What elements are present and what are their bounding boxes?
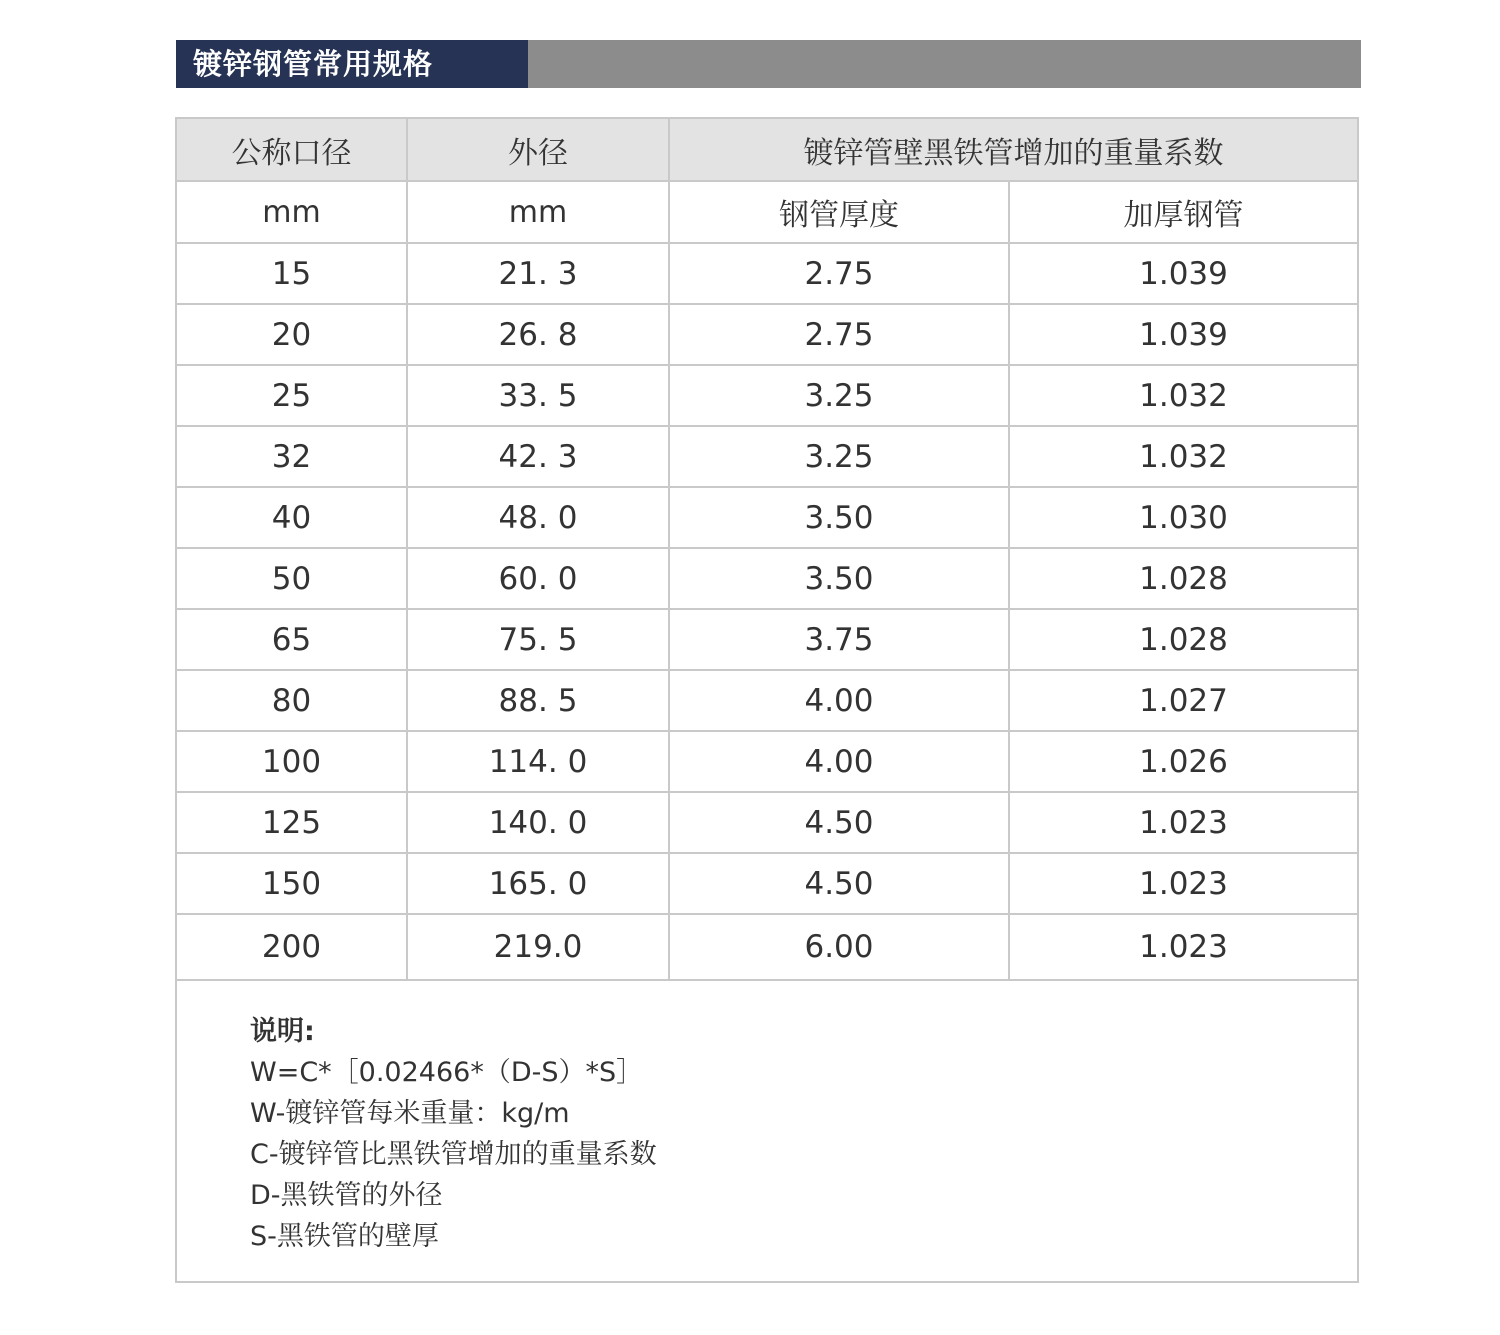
notes-heading: 说明:: [250, 1016, 315, 1047]
cell-outer: 42. 3: [407, 426, 669, 487]
unit-row: [177, 181, 1357, 243]
cell-outer: 140. 0: [407, 792, 669, 853]
cell-nominal: 40: [177, 487, 407, 548]
notes-formula: W=C*［0.02466*（D-S）*S］: [250, 1057, 644, 1088]
table-row: [177, 914, 1357, 980]
cell-outer: 114. 0: [407, 731, 669, 792]
table-row: [177, 853, 1357, 914]
cell-thickness: 4.50: [669, 853, 1009, 914]
cell-nominal: 200: [177, 914, 407, 980]
cell-coef: 1.032: [1009, 365, 1357, 426]
table-row: [177, 487, 1357, 548]
spec-table: [177, 119, 1357, 981]
table-row: [177, 548, 1357, 609]
cell-outer: 26. 8: [407, 304, 669, 365]
cell-outer: 219.0: [407, 914, 669, 980]
cell-outer: 48. 0: [407, 487, 669, 548]
table-row: [177, 365, 1357, 426]
table-row: [177, 670, 1357, 731]
notes-line-d: D-黑铁管的外径: [250, 1180, 443, 1211]
cell-coef: 1.028: [1009, 609, 1357, 670]
cell-thickness: 4.50: [669, 792, 1009, 853]
cell-outer: 75. 5: [407, 609, 669, 670]
spec-panel: [175, 117, 1359, 1283]
cell-coef: 1.039: [1009, 304, 1357, 365]
table-row: [177, 426, 1357, 487]
cell-outer: 165. 0: [407, 853, 669, 914]
cell-thickness: 2.75: [669, 243, 1009, 304]
cell-thickness: 3.50: [669, 487, 1009, 548]
cell-coef: 1.023: [1009, 792, 1357, 853]
cell-outer: 21. 3: [407, 243, 669, 304]
cell-thickness: 4.00: [669, 731, 1009, 792]
notes: [250, 1011, 657, 1257]
cell-coef: 1.028: [1009, 548, 1357, 609]
cell-coef: 1.023: [1009, 853, 1357, 914]
notes-line-s: S-黑铁管的壁厚: [250, 1221, 439, 1252]
table-row: [177, 792, 1357, 853]
table-row: [177, 609, 1357, 670]
cell-coef: 1.027: [1009, 670, 1357, 731]
cell-coef: 1.026: [1009, 731, 1357, 792]
cell-nominal: 65: [177, 609, 407, 670]
header-coef: 镀锌管壁黑铁管增加的重量系数: [669, 119, 1357, 181]
notes-line-c: C-镀锌管比黑铁管增加的重量系数: [250, 1139, 657, 1170]
cell-thickness: 3.75: [669, 609, 1009, 670]
cell-thickness: 4.00: [669, 670, 1009, 731]
cell-nominal: 100: [177, 731, 407, 792]
cell-coef: 1.039: [1009, 243, 1357, 304]
header-nominal: 公称口径: [177, 119, 407, 181]
cell-outer: 60. 0: [407, 548, 669, 609]
header-row: [177, 119, 1357, 181]
cell-thickness: 6.00: [669, 914, 1009, 980]
cell-coef: 1.023: [1009, 914, 1357, 980]
cell-outer: 33. 5: [407, 365, 669, 426]
unit-thick-pipe: 加厚钢管: [1009, 181, 1357, 243]
cell-nominal: 32: [177, 426, 407, 487]
unit-outer: mm: [407, 181, 669, 243]
cell-thickness: 3.50: [669, 548, 1009, 609]
cell-outer: 88. 5: [407, 670, 669, 731]
unit-nominal: mm: [177, 181, 407, 243]
unit-thickness: 钢管厚度: [669, 181, 1009, 243]
cell-nominal: 150: [177, 853, 407, 914]
cell-coef: 1.030: [1009, 487, 1357, 548]
cell-nominal: 20: [177, 304, 407, 365]
cell-thickness: 2.75: [669, 304, 1009, 365]
header-outer: 外径: [407, 119, 669, 181]
table-row: [177, 243, 1357, 304]
title-block: [176, 40, 528, 88]
notes-line-w: W-镀锌管每米重量：kg/m: [250, 1098, 570, 1129]
cell-nominal: 125: [177, 792, 407, 853]
cell-nominal: 25: [177, 365, 407, 426]
cell-thickness: 3.25: [669, 426, 1009, 487]
title-bar: [176, 40, 1361, 88]
cell-nominal: 80: [177, 670, 407, 731]
page-title: 镀锌钢管常用规格: [193, 47, 434, 81]
table-row: [177, 304, 1357, 365]
cell-nominal: 15: [177, 243, 407, 304]
cell-thickness: 3.25: [669, 365, 1009, 426]
table-row: [177, 731, 1357, 792]
cell-coef: 1.032: [1009, 426, 1357, 487]
cell-nominal: 50: [177, 548, 407, 609]
